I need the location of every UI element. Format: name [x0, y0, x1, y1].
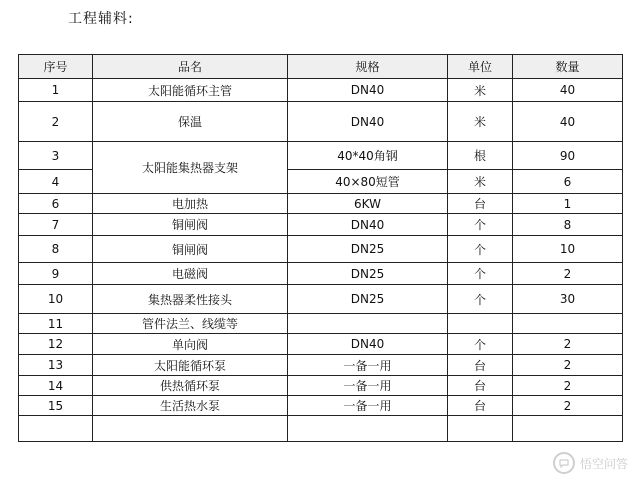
cell-unit: 米: [448, 170, 513, 194]
table-row: [19, 376, 623, 396]
watermark-text: 悟空问答: [579, 456, 628, 471]
cell-name: 供热循环泵: [93, 376, 288, 396]
cell-no: 13: [19, 355, 93, 376]
cell-unit: 台: [448, 396, 513, 416]
header-no: 序号: [19, 55, 93, 79]
cell-no: 6: [19, 194, 93, 214]
cell-spec: [288, 314, 448, 334]
cell-unit: 米: [448, 102, 513, 142]
cell-spec: 6KW: [288, 194, 448, 214]
cell-no: 4: [19, 170, 93, 194]
cell-spec: 40×80短管: [288, 170, 448, 194]
cell-spec: 一备一用: [288, 355, 448, 376]
cell-qty: 30: [513, 285, 623, 314]
watermark: [553, 452, 628, 474]
cell-spec: [288, 416, 448, 442]
cell-no: 15: [19, 396, 93, 416]
cell-no: 14: [19, 376, 93, 396]
cell-no: 11: [19, 314, 93, 334]
table-row: [19, 236, 623, 263]
table-row: [19, 263, 623, 285]
cell-qty: [513, 416, 623, 442]
table-header-row: [19, 55, 623, 79]
table-row: [19, 396, 623, 416]
cell-name: 太阳能循环主管: [93, 79, 288, 102]
cell-qty: 40: [513, 79, 623, 102]
table-row: [19, 142, 623, 170]
cell-no: 7: [19, 214, 93, 236]
cell-unit: 个: [448, 334, 513, 355]
cell-name: 管件法兰、线缆等: [93, 314, 288, 334]
cell-name: 生活热水泵: [93, 396, 288, 416]
cell-no: 8: [19, 236, 93, 263]
table-row: [19, 194, 623, 214]
cell-spec: DN40: [288, 334, 448, 355]
cell-no: 2: [19, 102, 93, 142]
cell-qty: 2: [513, 263, 623, 285]
cell-spec: 一备一用: [288, 376, 448, 396]
cell-qty: 10: [513, 236, 623, 263]
cell-qty: 2: [513, 355, 623, 376]
cell-qty: 2: [513, 396, 623, 416]
cell-unit: 根: [448, 142, 513, 170]
document-title: 工程辅料:: [68, 11, 134, 27]
cell-unit: [448, 314, 513, 334]
cell-unit: 台: [448, 376, 513, 396]
table-row: [19, 416, 623, 442]
cell-qty: 40: [513, 102, 623, 142]
cell-name: [93, 416, 288, 442]
speech-bubble-icon: [553, 452, 575, 474]
header-qty: 数量: [513, 55, 623, 79]
cell-spec: DN40: [288, 79, 448, 102]
cell-spec: DN40: [288, 102, 448, 142]
cell-name: 铜闸阀: [93, 236, 288, 263]
cell-name: 保温: [93, 102, 288, 142]
cell-qty: 1: [513, 194, 623, 214]
cell-no: 1: [19, 79, 93, 102]
cell-name: 集热器柔性接头: [93, 285, 288, 314]
cell-qty: 2: [513, 334, 623, 355]
cell-unit: 个: [448, 263, 513, 285]
cell-spec: DN25: [288, 285, 448, 314]
cell-unit: [448, 416, 513, 442]
cell-unit: 米: [448, 79, 513, 102]
materials-table: [18, 54, 623, 442]
cell-name: 太阳能循环泵: [93, 355, 288, 376]
cell-spec: 40*40角钢: [288, 142, 448, 170]
header-name: 品名: [93, 55, 288, 79]
cell-name: 铜闸阀: [93, 214, 288, 236]
table-row: [19, 214, 623, 236]
cell-name: 电磁阀: [93, 263, 288, 285]
table-row: [19, 102, 623, 142]
cell-spec: 一备一用: [288, 396, 448, 416]
cell-qty: 8: [513, 214, 623, 236]
header-unit: 单位: [448, 55, 513, 79]
cell-no: 10: [19, 285, 93, 314]
cell-name-merged: 太阳能集热器支架: [93, 142, 288, 194]
cell-qty: 90: [513, 142, 623, 170]
cell-no: 9: [19, 263, 93, 285]
table-row: [19, 79, 623, 102]
cell-spec: DN25: [288, 263, 448, 285]
cell-spec: DN40: [288, 214, 448, 236]
table-row: [19, 285, 623, 314]
cell-name: 电加热: [93, 194, 288, 214]
cell-no: 12: [19, 334, 93, 355]
cell-unit: 个: [448, 214, 513, 236]
cell-qty: 6: [513, 170, 623, 194]
cell-no: 3: [19, 142, 93, 170]
cell-name: 单向阀: [93, 334, 288, 355]
cell-qty: 2: [513, 376, 623, 396]
cell-spec: DN25: [288, 236, 448, 263]
table-row: [19, 314, 623, 334]
cell-unit: 个: [448, 285, 513, 314]
cell-unit: 台: [448, 194, 513, 214]
header-spec: 规格: [288, 55, 448, 79]
cell-no: [19, 416, 93, 442]
table-row: [19, 355, 623, 376]
cell-unit: 台: [448, 355, 513, 376]
cell-qty: [513, 314, 623, 334]
table-row: [19, 334, 623, 355]
cell-unit: 个: [448, 236, 513, 263]
